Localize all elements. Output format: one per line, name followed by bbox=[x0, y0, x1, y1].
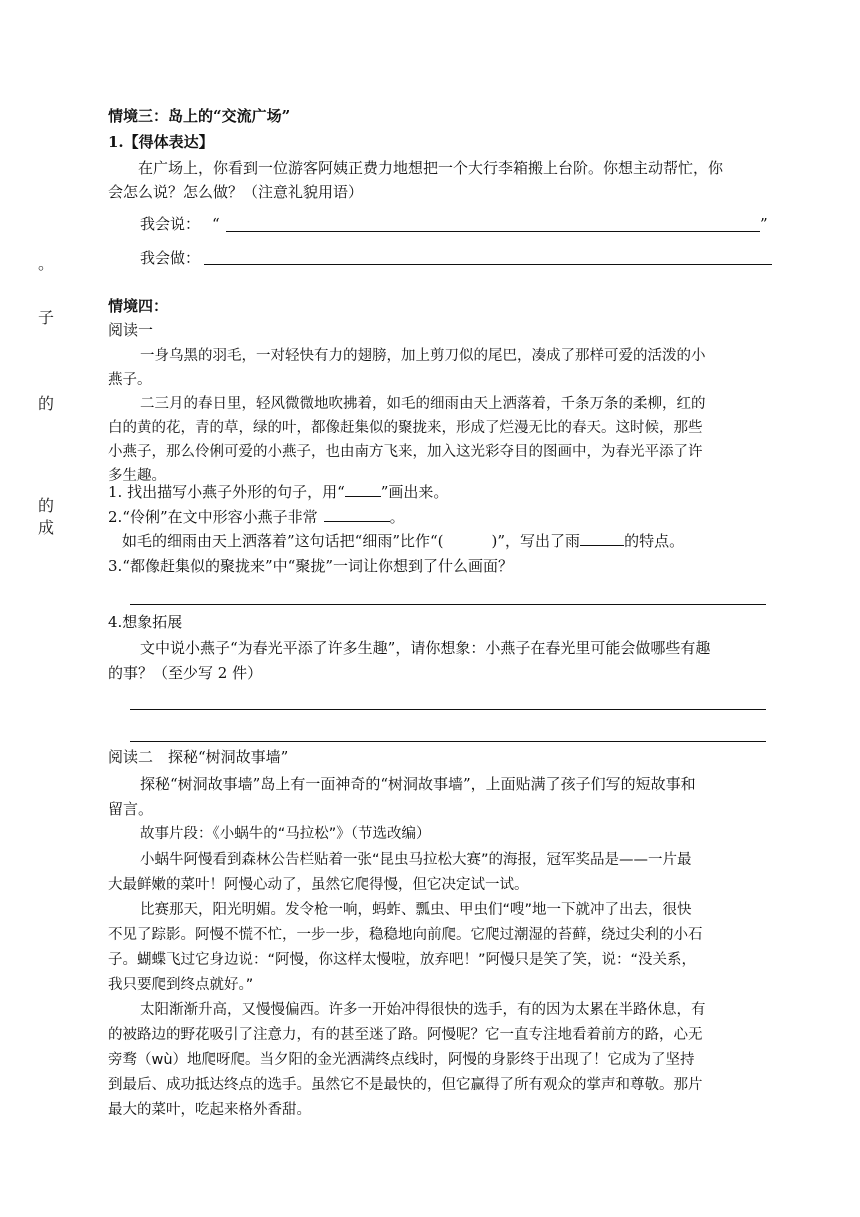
story-p2-line4: 我只要爬到终点就好。” bbox=[108, 977, 254, 993]
do-answer-line[interactable] bbox=[204, 264, 772, 265]
story-p3-line1: 太阳渐渐升高，又慢慢偏西。许多一开始冲得很快的选手，有的因为太累在半路休息，有 bbox=[140, 1002, 706, 1018]
question-3-answer-line[interactable] bbox=[130, 604, 766, 605]
reading1-label: 阅读一 bbox=[108, 321, 154, 339]
question-2 bbox=[108, 507, 405, 527]
reading2-intro-line2: 留言。 bbox=[108, 800, 154, 818]
question-2-text-b: 。 bbox=[389, 508, 405, 526]
margin-mark: 的 bbox=[38, 496, 55, 515]
question-2-rain-blank[interactable] bbox=[580, 545, 624, 546]
say-label: 我会说： bbox=[140, 215, 201, 233]
say-quote-close: ” bbox=[760, 215, 768, 233]
q1-text-line2: 会怎么说？怎么做？（注意礼貌用语） bbox=[108, 183, 364, 201]
reading2-intro-line1: 探秘“树洞故事墙”岛上有一面神奇的“树洞故事墙”，上面贴满了孩子们写的短故事和 bbox=[140, 775, 696, 793]
question-2-blank[interactable] bbox=[324, 521, 390, 522]
question-4-answer-line-2[interactable] bbox=[130, 741, 766, 742]
question-1-text-b: ”画出来。 bbox=[380, 483, 449, 501]
scenario4-title: 情境四： bbox=[108, 297, 169, 315]
q1-title: 1.【得体表达】 bbox=[108, 133, 214, 151]
question-1-text-a: 1. 找出描写小燕子外形的句子，用“ bbox=[108, 483, 345, 501]
r1-p1-line2: 燕子。 bbox=[108, 372, 152, 388]
story-title: 故事片段：《小蜗牛的“马拉松”》（节选改编） bbox=[140, 826, 431, 842]
question-2-text-a: 2.“伶俐”在文中形容小燕子非常 bbox=[108, 508, 318, 526]
margin-mark: 的 bbox=[38, 394, 55, 413]
question-2-line2-text-a: 如毛的细雨由天上洒落着”这句话把“细雨”比作“( bbox=[122, 532, 444, 550]
margin-mark: 。 bbox=[38, 254, 55, 273]
question-3: 3.“都像赶集似的聚拢来”中“聚拢”一词让你想到了什么画面？ bbox=[108, 557, 513, 575]
question-4-text-line2: 的事？（至少写 2 件） bbox=[108, 664, 263, 682]
story-p3-line5: 最大的菜叶，吃起来格外香甜。 bbox=[108, 1102, 311, 1118]
story-p3-line3: 旁骛（wù）地爬呀爬。当夕阳的金光洒满终点线时，阿慢的身影终于出现了！它成为了坚持 bbox=[108, 1052, 695, 1068]
margin-mark: 子 bbox=[38, 308, 55, 327]
story-p1-line1: 小蜗牛阿慢看到森林公告栏贴着一张“昆虫马拉松大赛”的海报，冠军奖品是——一片最 bbox=[140, 852, 692, 868]
story-p2-line1: 比赛那天，阳光明媚。发令枪一响，蚂蚱、瓢虫、甲虫们“嗖”地一下就冲了出去，很快 bbox=[140, 902, 692, 918]
r1-p2-line3: 小燕子，那么伶俐可爱的小燕子，也由南方飞来，加入这光彩夺目的图画中，为春光平添了许 bbox=[108, 444, 703, 460]
question-2-line2-text-b: )”，写出了雨 bbox=[491, 532, 581, 550]
question-4-text-line1: 文中说小燕子“为春光平添了许多生趣”，请你想象：小燕子在春光里可能会做哪些有趣 bbox=[140, 639, 711, 657]
story-p2-line3: 子。蝴蝶飞过它身边说：“阿慢，你这样太慢啦，放弃吧！”阿慢只是笑了笑，说：“没关系， bbox=[108, 952, 697, 968]
question-1-blank[interactable] bbox=[345, 496, 381, 497]
r1-p2-line2: 白的黄的花，青的草，绿的叶，都像赶集似的聚拢来，形成了烂漫无比的春天。这时候，那些 bbox=[108, 420, 703, 436]
r1-p2-line4: 多生趣。 bbox=[108, 468, 166, 484]
do-label: 我会做： bbox=[140, 249, 201, 267]
reading2-title: 阅读二 探秘“树洞故事墙” bbox=[108, 748, 289, 766]
r1-p2-line1: 二三月的春日里，轻风微微地吹拂着，如毛的细雨由天上洒落着，千条万条的柔柳，红的 bbox=[140, 396, 706, 412]
question-4-answer-line-1[interactable] bbox=[130, 709, 766, 710]
question-4-title: 4.想象拓展 bbox=[108, 613, 183, 631]
story-p3-line4: 到最后、成功抵达终点的选手。虽然它不是最快的，但它赢得了所有观众的掌声和尊敬。那片 bbox=[108, 1077, 703, 1093]
story-p2-line2: 不见了踪影。阿慢不慌不忙，一步一步，稳稳地向前爬。它爬过潮湿的苔藓，绕过尖利的小石 bbox=[108, 927, 703, 943]
r1-p1-line1: 一身乌黑的羽毛，一对轻快有力的翅膀，加上剪刀似的尾巴，凑成了那样可爱的活泼的小 bbox=[140, 348, 706, 364]
scenario3-title: 情境三：岛上的“交流广场” bbox=[108, 107, 291, 125]
say-answer-line[interactable] bbox=[226, 231, 760, 232]
say-quote-open: “ bbox=[212, 215, 220, 233]
margin-mark: 成 bbox=[38, 518, 55, 537]
question-1 bbox=[108, 482, 448, 502]
q1-text-line1: 在广场上，你看到一位游客阿姨正费力地想把一个大行李箱搬上台阶。你想主动帮忙，你 bbox=[138, 159, 724, 177]
story-p3-line2: 的被路边的野花吸引了注意力，有的甚至迷了路。阿慢呢？它一直专注地看着前方的路，心无 bbox=[108, 1027, 703, 1043]
story-p1-line2: 大最鲜嫩的菜叶！阿慢心动了，虽然它爬得慢，但它决定试一试。 bbox=[108, 877, 529, 893]
question-2-line2 bbox=[122, 531, 684, 551]
question-2-line2-text-c: 的特点。 bbox=[624, 532, 685, 550]
